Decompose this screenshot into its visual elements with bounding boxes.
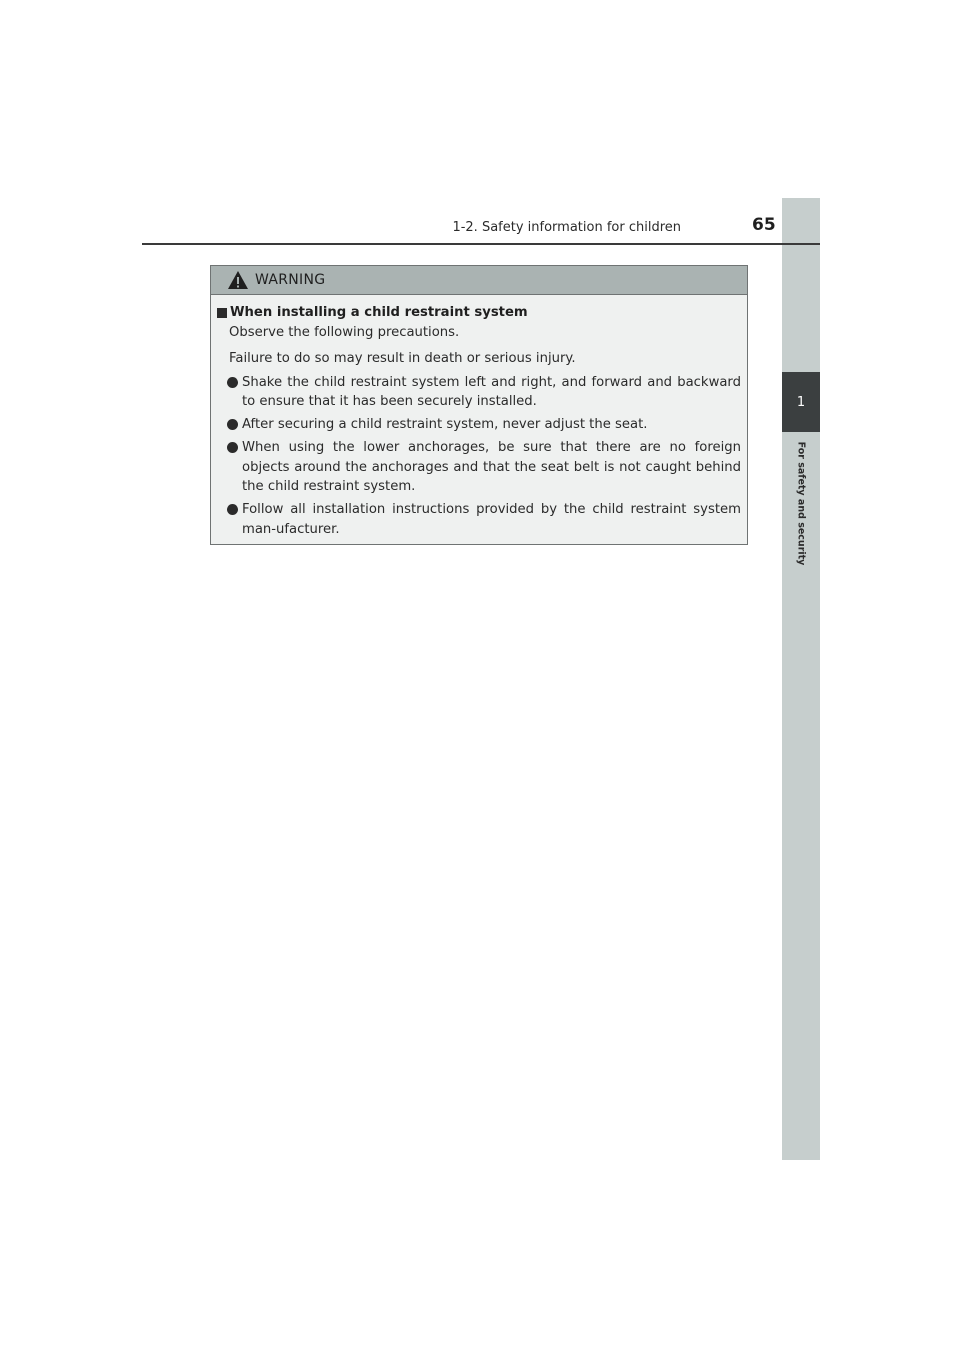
section-title: 1-2. Safety information for children [452,220,681,235]
warning-triangle-icon [227,270,249,290]
warning-header [211,266,747,295]
list-item [227,373,741,412]
round-bullet-icon [227,442,238,453]
square-bullet-icon [217,308,227,318]
warning-paragraph: Failure to do so may result in death or serious injury. [229,351,576,366]
chapter-side-strip [782,198,820,1160]
bullet-text: Shake the child restraint system left and right, and forward and backward to ensure that it has been securely installed. [242,374,741,409]
warning-body [211,295,747,539]
chapter-number: 1 [796,394,806,410]
warning-bullet-list [227,373,741,540]
chapter-label: For safety and security [795,441,807,566]
round-bullet-icon [227,377,238,388]
round-bullet-icon [227,504,238,515]
bullet-text: Follow all installation instructions provided by the child restraint system man-ufacturer. [242,502,741,537]
page-number: 65 [752,215,776,235]
header-rule [142,243,820,245]
warning-heading-text: When installing a child restraint system [230,305,528,320]
list-item [227,438,741,497]
warning-paragraph: Observe the following precautions. [229,324,460,340]
bullet-text: When using the lower anchorages, be sure that there are no foreign objects around the anchorages and that the seat belt is not caught behind the child restraint system. [242,440,741,495]
warning-box [210,265,748,545]
list-item [227,500,741,539]
bullet-text: After securing a child restraint system, never adjust the seat. [242,417,648,433]
chapter-tab [782,372,820,432]
list-item [227,415,741,435]
round-bullet-icon [227,419,238,430]
warning-title: WARNING [255,272,326,288]
warning-heading [217,303,741,323]
